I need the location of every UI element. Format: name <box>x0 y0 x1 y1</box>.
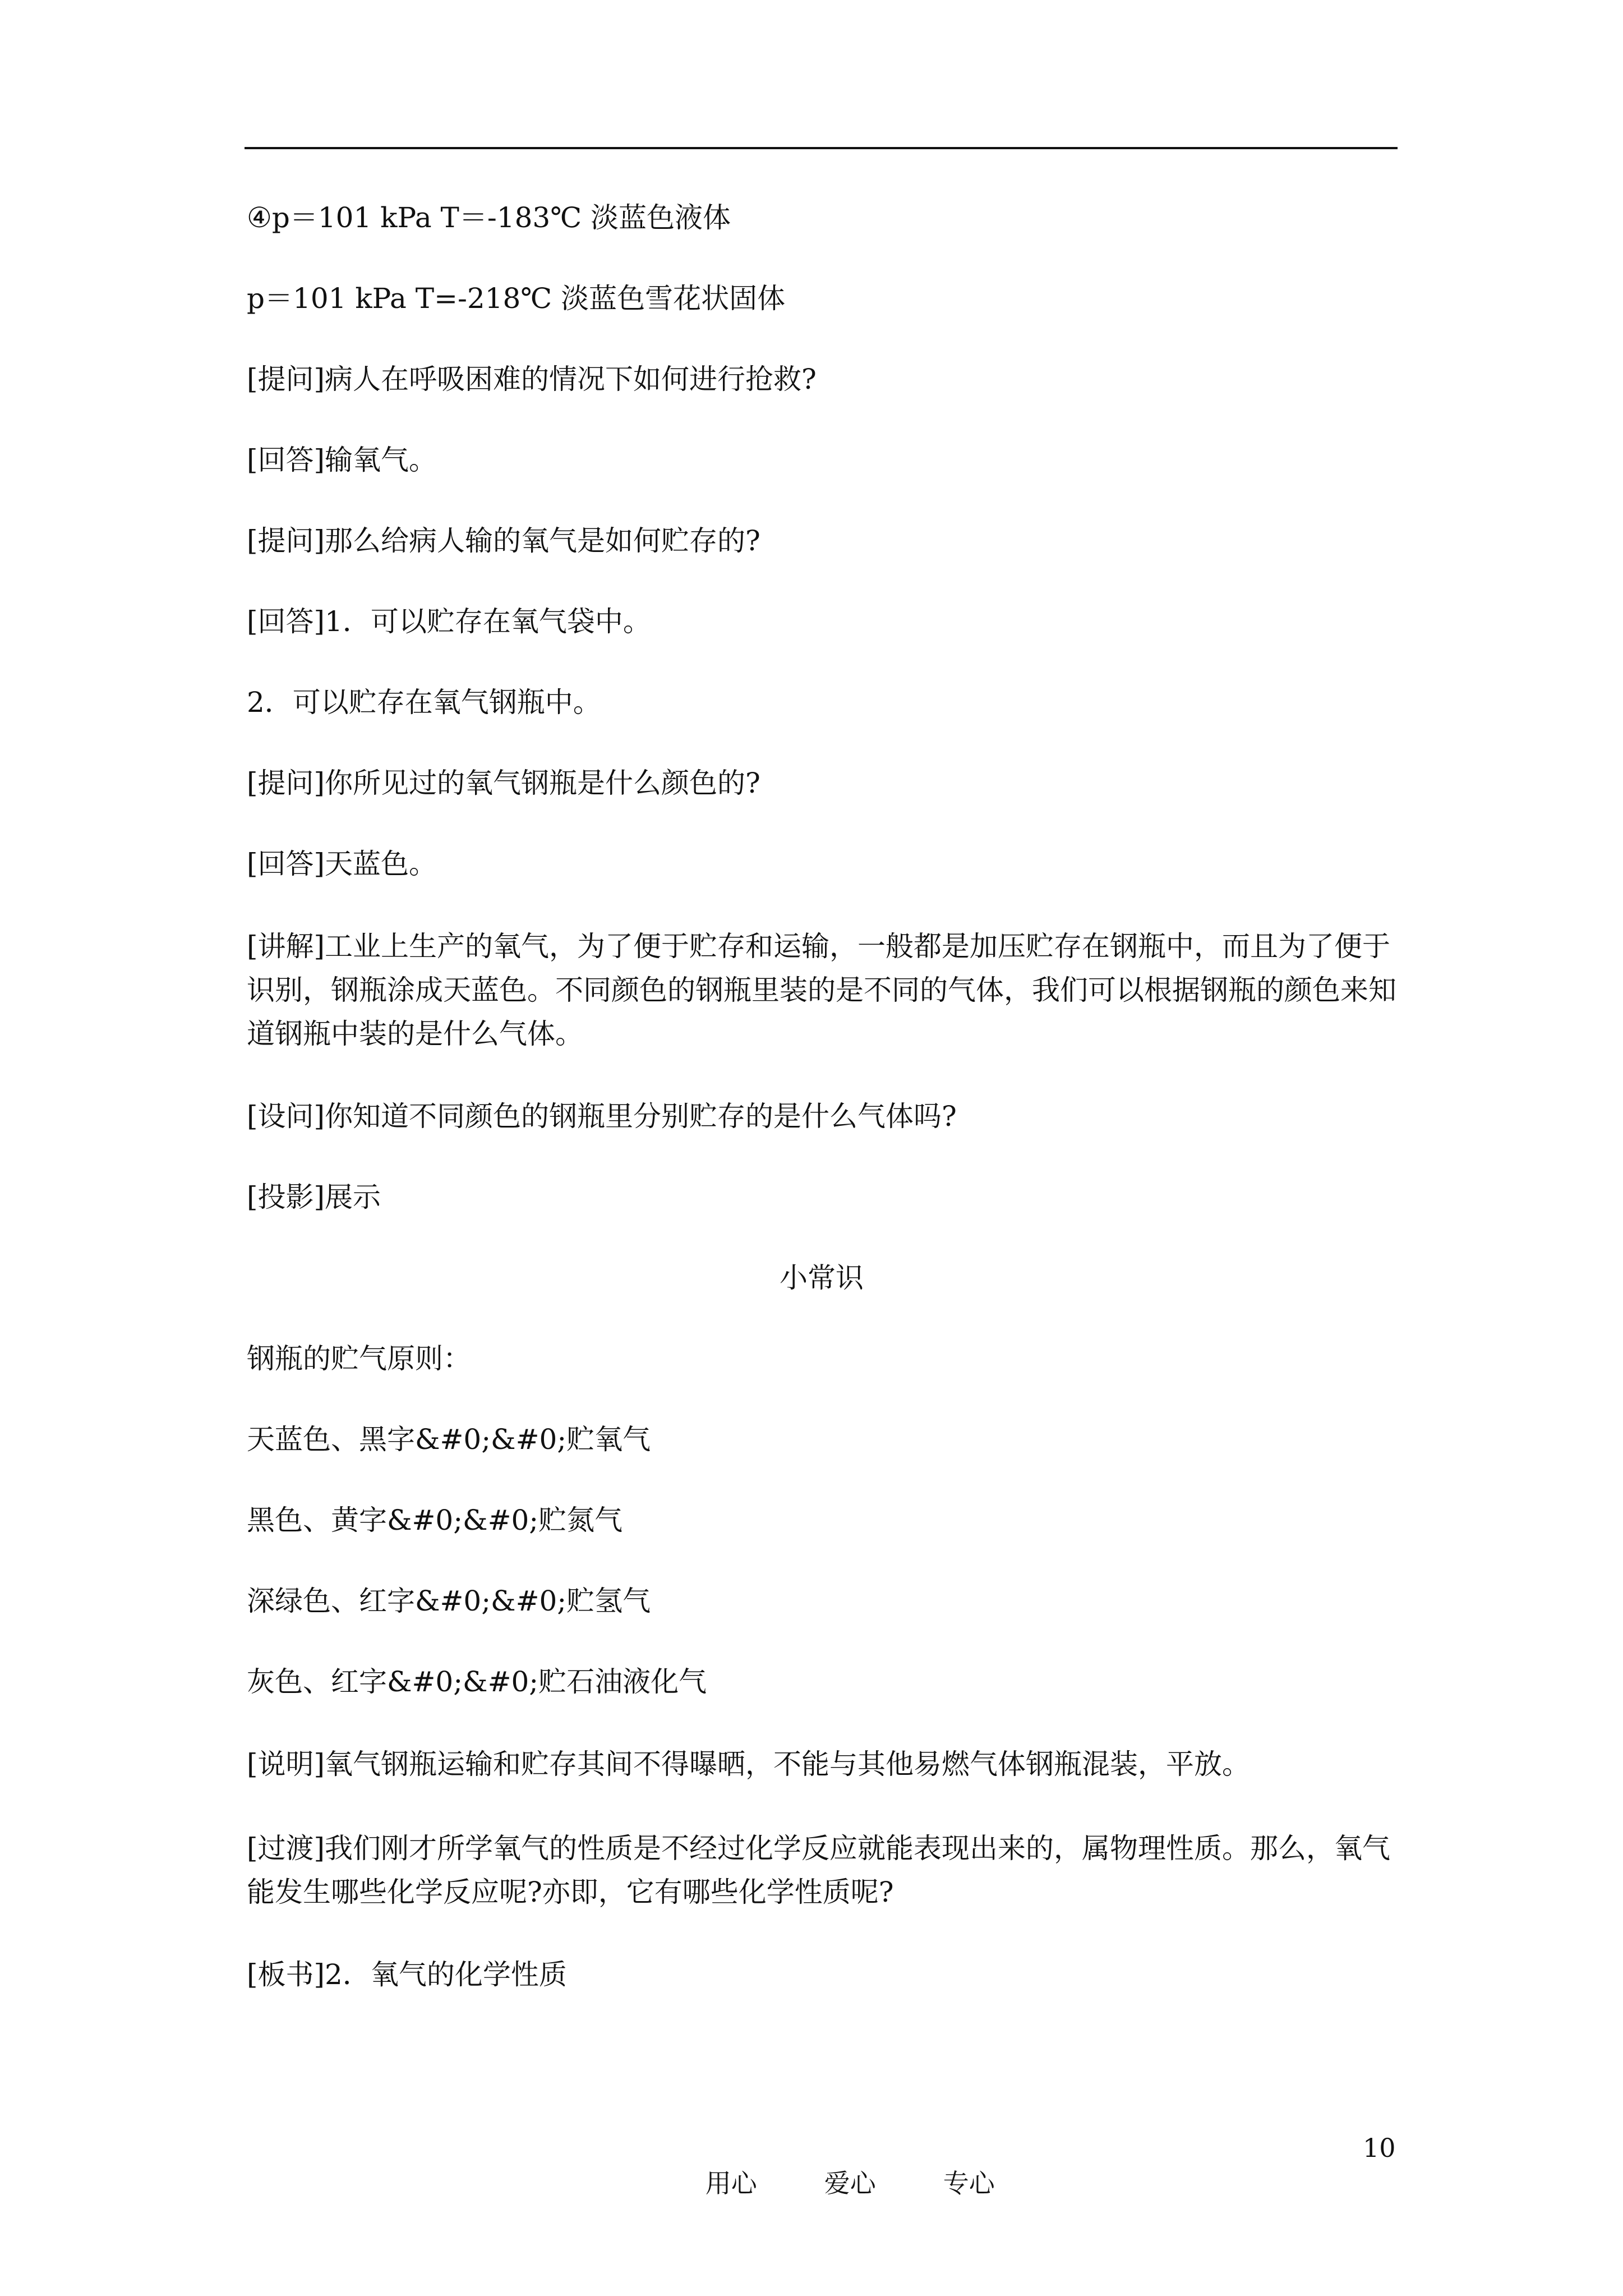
footer-motto <box>656 2133 995 2230</box>
text-line: p＝101 kPa T=-218℃ 淡蓝色雪花状固体 <box>247 282 786 315</box>
explanation-paragraph: [讲解]工业上生产的氧气，为了便于贮存和运输，一般都是加压贮存在钢瓶中，而且为了便于识别，钢瓶涂成天蓝色。不同颜色的钢瓶里装的是不同的气体，我们可以根据钢瓶的颜色来知道钢瓶中装的是什么气体。 <box>247 930 1396 1050</box>
page-footer <box>0 2133 1623 2198</box>
text-line: 深绿色、红字&#0;&#0;贮氢气 <box>247 1585 651 1617</box>
text-line: [板书]2．氧气的化学性质 <box>247 1958 567 1991</box>
text-line: [回答]输氧气。 <box>247 444 437 476</box>
text-line: [回答]1．可以贮存在氧气袋中。 <box>247 605 651 638</box>
text-line: 黑色、黄字&#0;&#0;贮氮气 <box>247 1504 623 1536</box>
footer-motto-word: 用心 <box>705 2168 757 2198</box>
transition-paragraph: [过渡]我们刚才所学氧气的性质是不经过化学反应就能表现出来的，属物理性质。那么，氧气能发生哪些化学反应呢?亦即，它有哪些化学性质呢? <box>247 1832 1391 1908</box>
text-line: [回答]天蓝色。 <box>247 848 437 880</box>
footer-motto-word: 爱心 <box>824 2168 876 2198</box>
text-line: [投影]展示 <box>247 1181 381 1213</box>
note-paragraph: [说明]氧气钢瓶运输和贮存其间不得曝晒，不能与其他易燃气体钢瓶混装，平放。 <box>247 1748 1251 1780</box>
document-body <box>247 197 1396 1995</box>
text-line: 2．可以贮存在氧气钢瓶中。 <box>247 686 601 719</box>
text-line: [提问]那么给病人输的氧气是如何贮存的? <box>247 524 760 557</box>
text-line: ④p＝101 kPa T＝-183℃ 淡蓝色液体 <box>247 201 731 234</box>
text-line: [提问]你所见过的氧气钢瓶是什么颜色的? <box>247 767 760 799</box>
text-line: [提问]病人在呼吸困难的情况下如何进行抢救? <box>247 363 817 395</box>
text-line: [设问]你知道不同颜色的钢瓶里分别贮存的是什么气体吗? <box>247 1100 957 1133</box>
section-heading: 小常识 <box>780 1262 864 1294</box>
header-rule <box>245 147 1398 149</box>
page-number: 10 <box>1363 2133 1396 2163</box>
footer-motto-word: 专心 <box>943 2168 995 2198</box>
text-line: 天蓝色、黑字&#0;&#0;贮氧气 <box>247 1423 651 1456</box>
text-line: 钢瓶的贮气原则： <box>247 1342 471 1375</box>
text-line: 灰色、红字&#0;&#0;贮石油液化气 <box>247 1665 707 1698</box>
